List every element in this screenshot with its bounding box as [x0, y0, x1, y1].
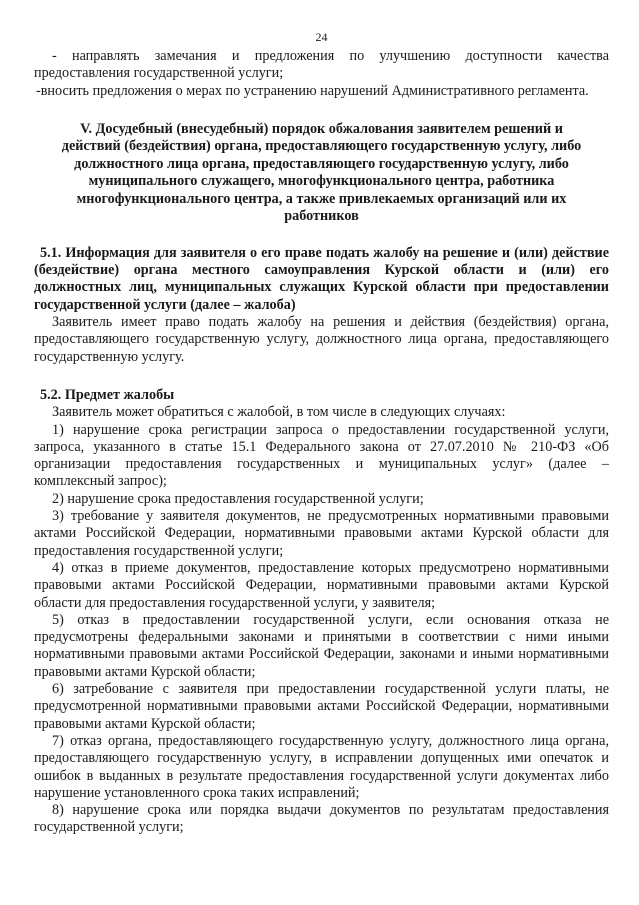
list-item: 2) нарушение срока предоставления государственной услуги;: [52, 490, 424, 507]
list-item: 4) отказ в приеме документов, предоставление которых предусмотрено нормативными правовыми актами Российской Федерации, нормативными правовыми актами Курской области для предоставления государственной услуги, у заявителя;: [34, 559, 609, 611]
list-item: 5) отказ в предоставлении государственной услуги, если основания отказа не предусмотрены федеральными законами и принятыми в соответствии с ними иными нормативными правовыми актами Российской Федерации, законами и иными нормативными правовыми актами Курской области;: [34, 611, 609, 680]
list-item: 6) затребование с заявителя при предоставлении государственной услуги платы, не предусмотренной нормативными правовыми актами Российской Федерации, нормативными правовыми актами Курской области;: [34, 681, 609, 732]
page-number: 24: [315, 30, 328, 44]
list-item: 3) требование у заявителя документов, не предусмотренных нормативными правовыми актами Российской Федерации, нормативными правовыми актами Курской области для предоставления государственной услуги;: [34, 508, 609, 559]
subsection-5-2-heading: 5.2. Предмет жалобы: [40, 386, 175, 403]
subsection-5-2-intro: Заявитель может обратиться с жалобой, в том числе в следующих случаях:: [52, 404, 506, 421]
section-heading: V. Досудебный (внесудебный) порядок обжалования заявителем решений и действий (бездействия) органа, предоставляющего государственную услугу, либо должностного лица органа, предоставляющего государственную услугу, либо муниципального служащего, многофункционального центра, работника многофункционального центра, а также привлекаемых организаций или их работников: [61, 120, 582, 225]
list-item: 7) отказ органа, предоставляющего государственную услугу, должностного лица органа, предоставляющего государственную услугу, в исправлении допущенных ими опечаток и ошибок в выданных в результате предоставления государственной услуги документах либо нарушение установленного срока таких исправлений;: [34, 732, 609, 801]
intro-paragraph-2: -вносить предложения о мерах по устранению нарушений Административного регламента.: [36, 82, 589, 99]
list-item: 8) нарушение срока или порядка выдачи документов по результатам предоставления государственной услуги;: [34, 802, 609, 836]
subsection-5-1-heading: 5.1. Информация для заявителя о его праве подать жалобу на решение и (или) действие (бездействие) органа местного самоуправления Курской области и (или) его должностных лиц, муниципальных служащих Курской области при предоставлении государственной услуги (далее – жалоба): [34, 244, 609, 313]
list-item: 1) нарушение срока регистрации запроса о предоставлении государственной услуги, запроса, указанного в статье 15.1 Федерального закона от 27.07.2010 № 210-ФЗ «Об организации предоставления государственных и муниципальных услуг» (далее – комплексный запрос);: [34, 421, 609, 490]
intro-paragraph-1: - направлять замечания и предложения по улучшению доступности качества предоставления государственной услуги;: [34, 48, 609, 82]
subsection-5-1-text: Заявитель имеет право подать жалобу на решения и действия (бездействия) органа, предоставляющего государственную услугу, должностного лица органа, предоставляющего государственную услугу.: [34, 314, 609, 365]
